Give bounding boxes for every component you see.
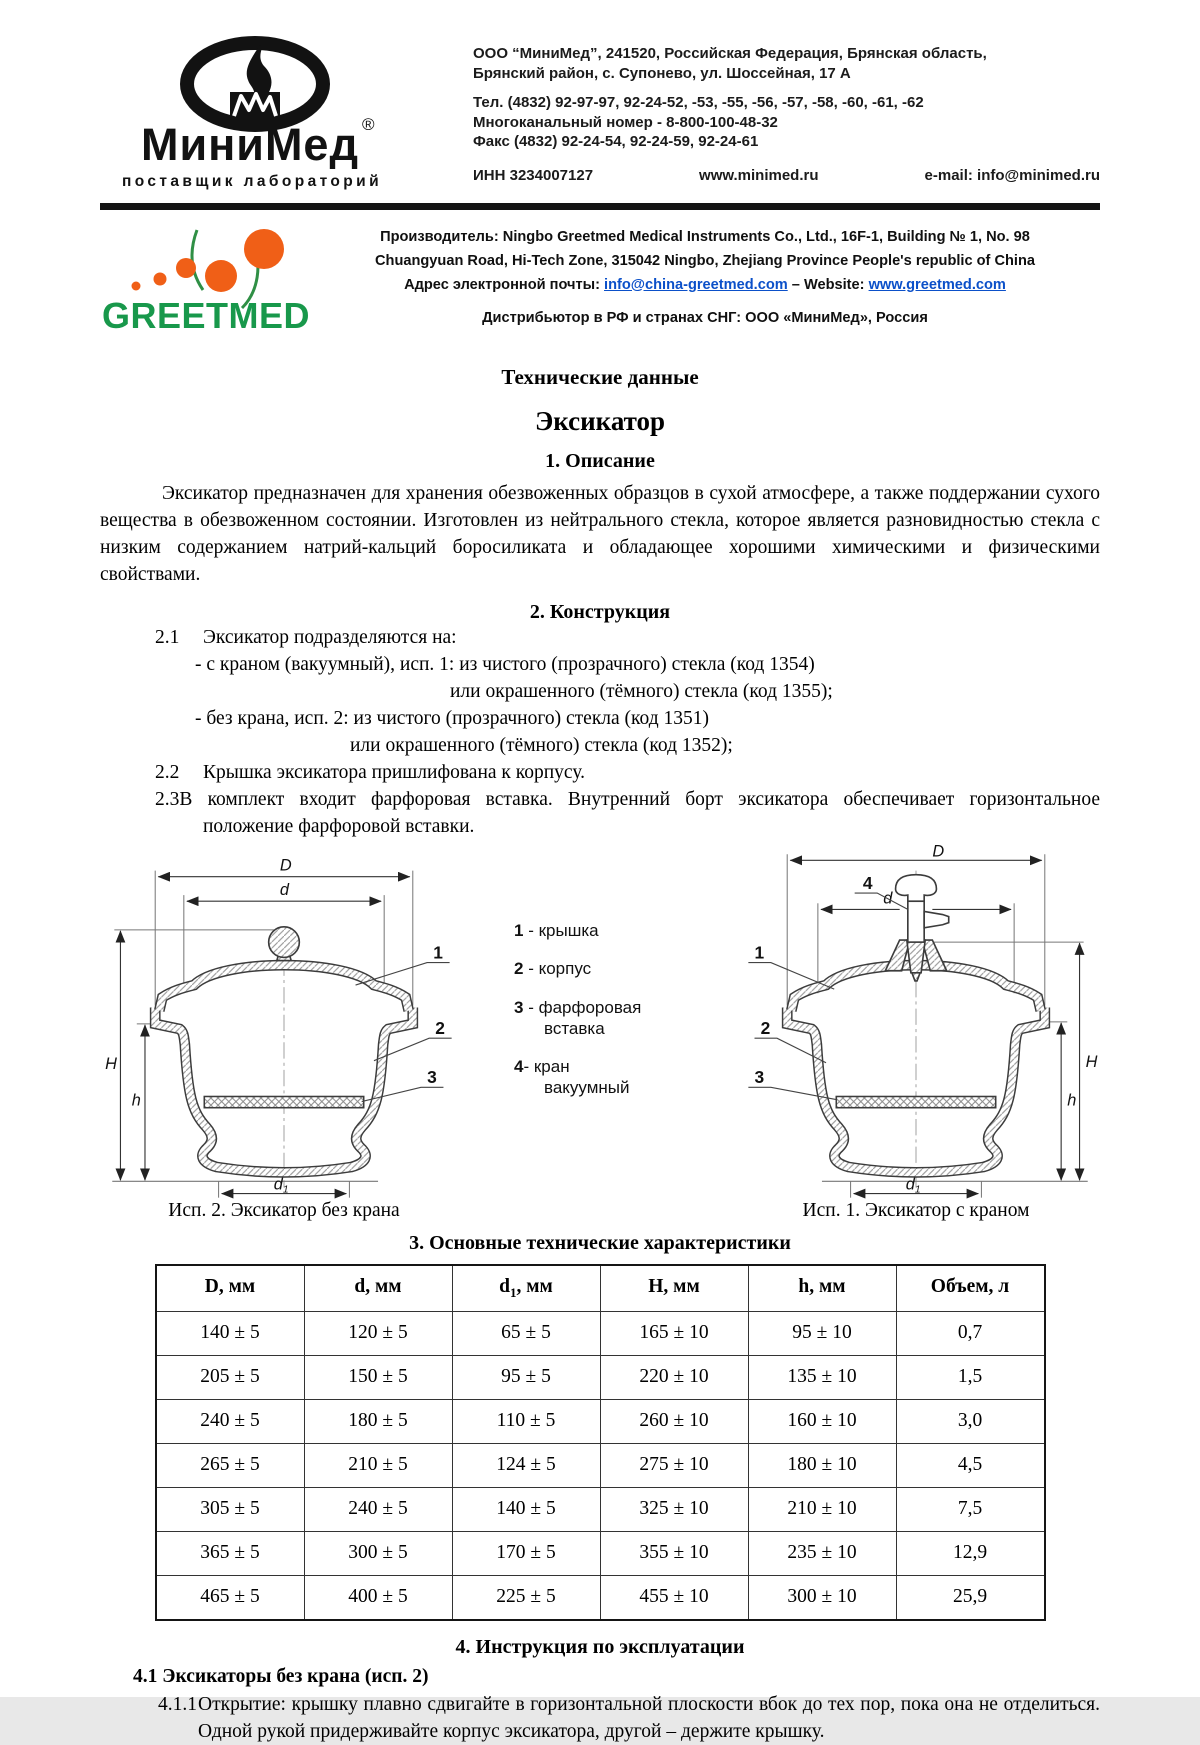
brand-text: МиниМед bbox=[140, 119, 360, 170]
dim-label-h: h bbox=[1067, 1091, 1077, 1110]
manufacturer-block bbox=[100, 216, 1100, 341]
porcelain-insert bbox=[204, 1096, 363, 1107]
company-contacts bbox=[473, 34, 1100, 185]
specs-table bbox=[155, 1264, 1046, 1621]
dim-label-h: h bbox=[131, 1091, 141, 1110]
fax-line: Факс (4832) 92-24-54, 92-24-59, 92-24-61 bbox=[473, 133, 759, 150]
specs-header-row bbox=[156, 1265, 1045, 1312]
orange-dot-2 bbox=[154, 273, 167, 286]
minimed-logo-svg bbox=[100, 34, 410, 196]
section4-1-number: 4.1 bbox=[133, 1665, 158, 1687]
minimed-email: e-mail: info@minimed.ru bbox=[924, 166, 1100, 184]
manufacturer-info bbox=[310, 226, 1100, 331]
caption-right: Исп. 1. Эксикатор с краном bbox=[802, 1199, 1030, 1221]
porcelain-insert bbox=[836, 1096, 995, 1107]
tap-cone-tip bbox=[912, 973, 920, 981]
item-2-1-dash-2: - без крана, исп. 2: из чистого (прозрачного) стекла (код 1351) bbox=[195, 708, 710, 729]
dim-label-d: d bbox=[279, 881, 290, 900]
product-title: Эксикатор bbox=[534, 406, 666, 436]
tap-tube bbox=[908, 901, 924, 942]
section3-heading: 3. Основные технические характеристики bbox=[409, 1231, 791, 1254]
part-label-1: 1 bbox=[754, 942, 765, 963]
leaf-stem-1 bbox=[192, 230, 203, 290]
address-line-2: Брянский район, с. Супонево, ул. Шоссейная, 17 А bbox=[473, 64, 851, 82]
minimed-website: www.minimed.ru bbox=[699, 166, 819, 184]
diagram-desiccator-without-tap bbox=[100, 844, 468, 1200]
section4-1-1-number: 4.1.1 bbox=[158, 1693, 197, 1715]
manufacturer-links-line bbox=[310, 274, 1100, 298]
col-d1: $d_1$, мм bbox=[452, 1265, 600, 1312]
tap-cone bbox=[907, 940, 925, 973]
item-2-1-number: 2.1 bbox=[155, 627, 180, 648]
doc-title: Технические данные bbox=[501, 365, 699, 389]
minimed-logo bbox=[100, 34, 415, 201]
figure-row bbox=[100, 844, 1100, 1200]
item-2-1-dash-1: - с краном (вакуумный), исп. 1: из чистого (прозрачного) стекла (код 1354) bbox=[195, 654, 815, 675]
part-label-4: 4 bbox=[862, 872, 873, 893]
part-label-2: 2 bbox=[760, 1018, 771, 1039]
greetmed-website-link[interactable]: www.greetmed.com bbox=[868, 276, 1006, 293]
tap-nozzle bbox=[924, 911, 949, 927]
col-d: d, мм bbox=[304, 1265, 452, 1312]
part-label-3: 3 bbox=[754, 1067, 765, 1088]
orange-dot-1 bbox=[132, 282, 141, 291]
section2-heading: 2. Конструкция bbox=[529, 601, 671, 623]
lid-knob bbox=[269, 927, 300, 958]
section1-paragraph: Эксикатор предназначен для хранения обезвоженных образцов в сухой атмосфере, а также поддержании сухого вещества в обезвоженном состоянии. Изготовлен из нейтрального стекла, которое является разновидностью стекла с низким содержанием натрий-кальций боросиликата и обладающее хорошими химическими и физическими свойствами. bbox=[100, 483, 1100, 585]
greetmed-logo-svg bbox=[100, 216, 311, 336]
registered-mark-icon: ® bbox=[362, 115, 375, 134]
table-row: 305 ± 5 240 ± 5 140 ± 5 325 ± 10 210 ± 10 7,5 bbox=[156, 1487, 1045, 1531]
section1-heading: 1. Описание bbox=[545, 450, 655, 472]
diagram-desiccator-with-tap bbox=[732, 844, 1100, 1200]
section4-1 bbox=[133, 1666, 1100, 1688]
item-2-3 bbox=[100, 786, 1100, 840]
item-2-1-dash-2-cont: или окрашенного (тёмного) стекла (код 1352); bbox=[350, 735, 733, 756]
header bbox=[100, 34, 1100, 201]
legend-item-3: 3 - фарфоровая вставка bbox=[514, 997, 642, 1038]
dim-label-D: D bbox=[279, 856, 292, 875]
item-2-1-text: Эксикатор подразделяются на: bbox=[203, 627, 457, 648]
legend-item-2: 2 - корпус bbox=[514, 959, 592, 979]
dim-label-d1: d1 bbox=[905, 1175, 921, 1196]
section4-1-text: Эксикаторы без крана (исп. 2) bbox=[162, 1665, 429, 1687]
table-row: 140 ± 5 120 ± 5 65 ± 5 165 ± 10 95 ± 10 0,7 bbox=[156, 1311, 1045, 1355]
item-2-2 bbox=[100, 759, 1100, 786]
table-row: 465 ± 5 400 ± 5 225 ± 5 455 ± 10 300 ± 10 25,9 bbox=[156, 1575, 1045, 1620]
multichannel-line: Многоканальный номер - 8-800-100-48-32 bbox=[473, 113, 778, 131]
table-row: 365 ± 5 300 ± 5 170 ± 5 355 ± 10 235 ± 10 12,9 bbox=[156, 1531, 1045, 1575]
table-row: 265 ± 5 210 ± 5 124 ± 5 275 ± 10 180 ± 10 4,5 bbox=[156, 1443, 1045, 1487]
item-2-2-number: 2.2 bbox=[155, 762, 180, 783]
figure-captions bbox=[100, 1200, 1100, 1222]
col-H: H, мм bbox=[600, 1265, 748, 1312]
part-label-1: 1 bbox=[433, 942, 443, 963]
legend-item-4: 4- кран вакуумный bbox=[514, 1057, 630, 1098]
section4-1-1-text: Открытие: крышку плавно сдвигайте в горизонтальной плоскости вбок до тех пор, пока она не отделиться. Одной рукой придерживайте корпус эксикатора, другой – держите крышку. bbox=[198, 1693, 1100, 1742]
table-row: 205 ± 5 150 ± 5 95 ± 5 220 ± 10 135 ± 10 1,5 bbox=[156, 1355, 1045, 1399]
part-label-3: 3 bbox=[427, 1067, 437, 1088]
dim-label-d: d bbox=[883, 889, 893, 908]
section4-heading: 4. Инструкция по эксплуатации bbox=[455, 1635, 745, 1658]
orange-dot-5 bbox=[244, 229, 284, 269]
item-2-1-dash-1-cont: или окрашенного (тёмного) стекла (код 1355); bbox=[450, 681, 833, 702]
item-2-1 bbox=[100, 624, 1100, 651]
phone-line: Тел. (4832) 92-97-97, 92-24-52, -53, -55, -56, -57, -58, -60, -61, -62 bbox=[473, 94, 924, 111]
dim-label-d1: d1 bbox=[273, 1175, 289, 1196]
tap-handle bbox=[896, 875, 937, 902]
manufacturer-line-1: Производитель: Ningbo Greetmed Medical Instruments Co., Ltd., 16F-1, Building № 1, No. 98 bbox=[380, 229, 1030, 246]
part-label-2: 2 bbox=[435, 1018, 445, 1039]
website-label: – Website: bbox=[787, 276, 869, 293]
col-h: h, мм bbox=[748, 1265, 896, 1312]
header-divider bbox=[100, 203, 1100, 210]
greetmed-email-link[interactable]: info@china-greetmed.com bbox=[604, 276, 788, 293]
figure-legend bbox=[514, 920, 686, 1200]
address-line-1: ООО “МиниМед”, 241520, Российская Федерация, Брянская область, bbox=[473, 45, 987, 62]
distributor-line: Дистрибьютор в РФ и странах СНГ: ООО «МиниМед», Россия bbox=[482, 310, 928, 327]
orange-dot-3 bbox=[176, 258, 196, 278]
dim-label-D: D bbox=[932, 842, 945, 861]
greetmed-wordmark: GREETMED bbox=[102, 295, 311, 336]
greetmed-logo bbox=[100, 216, 310, 341]
inn-value: ИНН 3234007127 bbox=[473, 166, 594, 184]
dim-label-H: H bbox=[105, 1054, 117, 1073]
email-label: Адрес электронной почты: bbox=[404, 276, 605, 293]
caption-left: Исп. 2. Эксикатор без крана bbox=[168, 1199, 400, 1221]
orange-dot-4 bbox=[205, 260, 237, 292]
legend-item-1: 1 - крышка bbox=[514, 921, 599, 940]
col-D: D, мм bbox=[156, 1265, 305, 1312]
section4-1-1 bbox=[100, 1691, 1100, 1745]
manufacturer-line-2: Chuangyuan Road, Hi-Tech Zone, 315042 Ningbo, Zhejiang Province People's republic of China bbox=[374, 252, 1036, 269]
brand-tagline: поставщик лабораторий bbox=[121, 173, 383, 190]
inn-row bbox=[473, 166, 1100, 186]
dim-label-H: H bbox=[1085, 1052, 1098, 1071]
item-2-3-number: 2.3 bbox=[155, 789, 180, 810]
table-row: 240 ± 5 180 ± 5 110 ± 5 260 ± 10 160 ± 10 3,0 bbox=[156, 1399, 1045, 1443]
item-2-2-text: Крышка эксикатора пришлифована к корпусу. bbox=[203, 762, 586, 783]
col-volume: Объем, л bbox=[896, 1265, 1045, 1312]
item-2-3-text: В комплект входит фарфоровая вставка. Внутренний борт эксикатора обеспечивает горизонтальное положение фарфоровой вставки. bbox=[179, 789, 1100, 837]
